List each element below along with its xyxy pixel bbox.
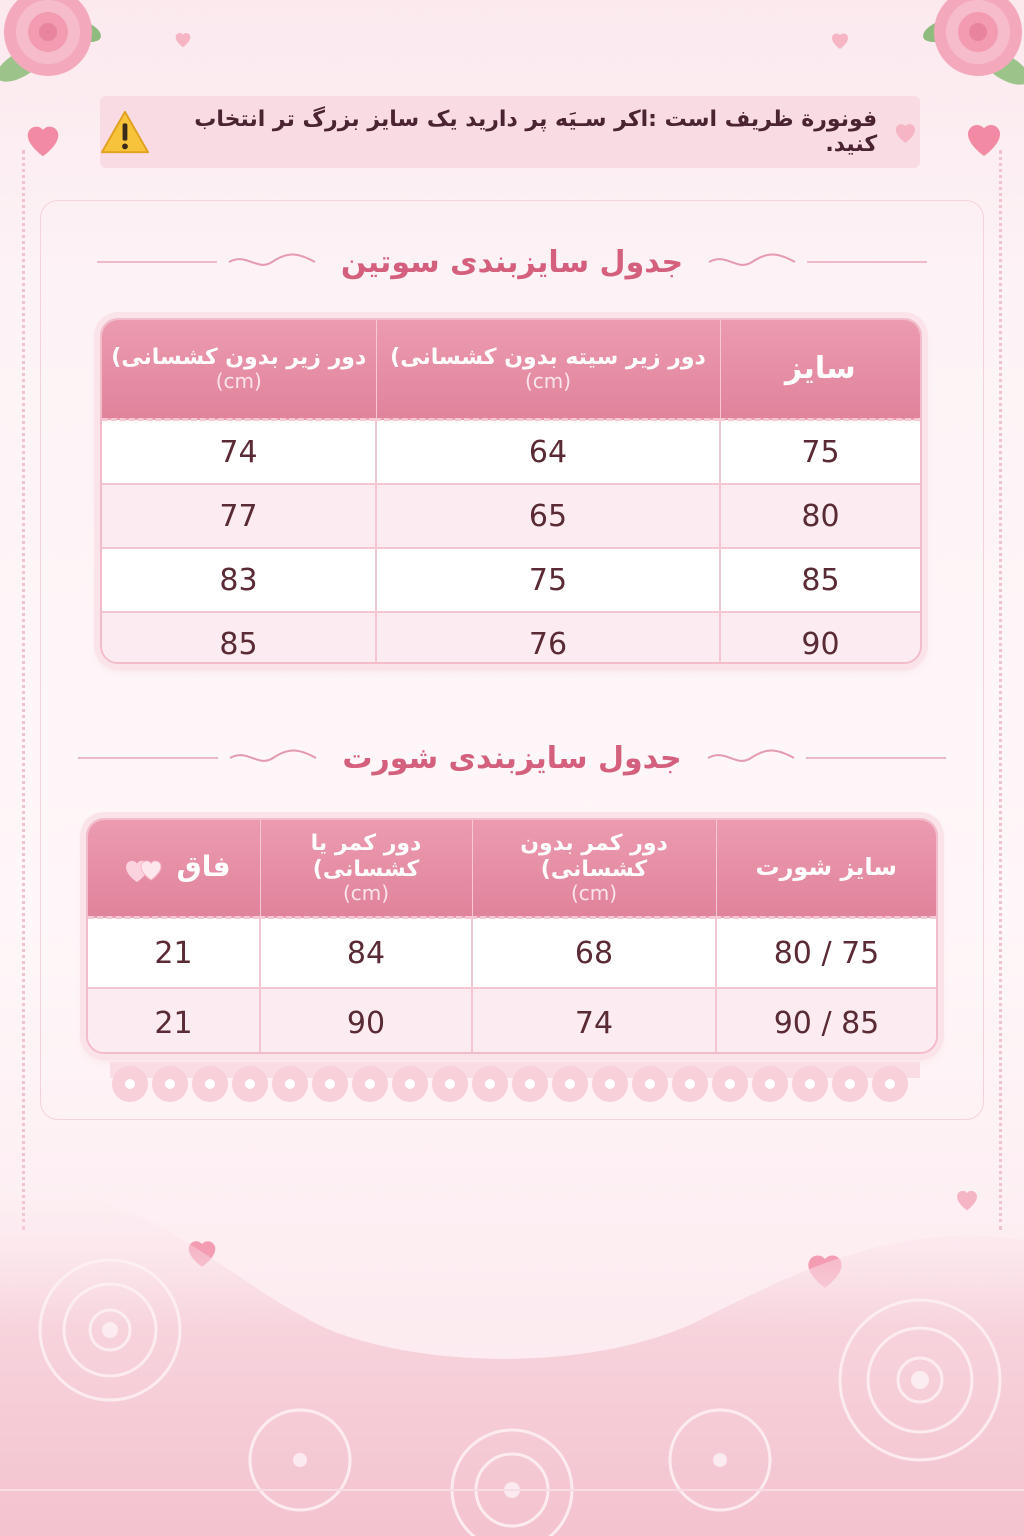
panty-table-title: جدول سایزبندی شورت xyxy=(342,740,682,776)
divider-line xyxy=(807,261,927,263)
cell-size: 80 xyxy=(720,484,920,548)
lace-decoration xyxy=(110,1062,920,1114)
header-label: دور کمر یا کشسانی) xyxy=(310,831,422,882)
notice-text: فونورة ظريف است :اکر سـیَه پر دارید یک سایز بزرگ تر انتخاب کنید. xyxy=(194,107,878,157)
cell-value: 75 xyxy=(376,548,720,612)
cell-value: 84 xyxy=(260,918,472,989)
cell-value: 77 xyxy=(102,484,376,548)
heart-icon xyxy=(828,28,852,52)
heart-icon xyxy=(891,117,920,147)
cell-value: 90 xyxy=(260,988,472,1054)
divider-line xyxy=(78,757,218,759)
cell-value: 68 xyxy=(472,918,716,989)
header-size: سایز xyxy=(720,320,920,420)
heart-icon xyxy=(172,28,194,50)
table-row xyxy=(102,420,920,485)
header-waist-no-stretch xyxy=(472,820,716,918)
cell-value: 21 xyxy=(88,918,260,989)
header-label: دور کمر بدون کشسانی) xyxy=(520,831,668,882)
header-unit: (cm) xyxy=(524,369,572,394)
cell-value: 64 xyxy=(376,420,720,485)
lace-decoration xyxy=(0,1160,1024,1536)
header-label: دور زیر سیته بدون کشسانی) xyxy=(390,344,706,370)
cell-value: 74 xyxy=(102,420,376,485)
swirl-ornament xyxy=(228,746,318,770)
divider-line xyxy=(806,757,946,759)
bra-size-table xyxy=(100,318,922,664)
header-unit: (cm) xyxy=(342,880,390,905)
cell-value: 85 xyxy=(102,612,376,664)
divider-line xyxy=(97,261,217,263)
cell-size: 85 xyxy=(720,548,920,612)
swirl-ornament xyxy=(227,250,317,274)
rose-icon xyxy=(0,0,110,100)
header-label: دور زیر بدون کشسانی) xyxy=(111,344,367,370)
header-unit: (cm) xyxy=(570,880,618,905)
hearts-icon xyxy=(123,850,167,886)
header-waist-stretch xyxy=(260,820,472,918)
bra-table-title: جدول سایزبندی سوتین xyxy=(340,244,684,280)
panty-section-title xyxy=(0,728,1024,788)
panty-size-table xyxy=(86,818,938,1054)
cell-value: 65 xyxy=(376,484,720,548)
swirl-ornament xyxy=(706,746,796,770)
cell-value: 21 xyxy=(88,988,260,1054)
header-rise xyxy=(88,820,260,918)
cell-size: 75 / 80 xyxy=(716,918,936,989)
header-label: فاق xyxy=(176,850,231,883)
cell-size: 75 xyxy=(720,420,920,485)
cell-value: 76 xyxy=(376,612,720,664)
table-row xyxy=(88,918,936,989)
cell-size: 85 / 90 xyxy=(716,988,936,1054)
cell-value: 74 xyxy=(472,988,716,1054)
table-header-row xyxy=(102,320,920,420)
warning-icon xyxy=(100,108,150,156)
table-row xyxy=(102,548,920,612)
header-under-no-stretch xyxy=(102,320,376,420)
size-notice xyxy=(100,96,920,168)
table-header-row xyxy=(88,820,936,918)
table-row xyxy=(88,988,936,1054)
cell-value: 83 xyxy=(102,548,376,612)
heart-icon xyxy=(960,114,1008,162)
header-panty-size: سایز شورت xyxy=(716,820,936,918)
rose-icon xyxy=(914,0,1024,100)
heart-icon xyxy=(20,116,66,162)
cell-size: 90 xyxy=(720,612,920,664)
table-row xyxy=(102,612,920,664)
header-unit: (cm) xyxy=(215,369,262,394)
table-row xyxy=(102,484,920,548)
bra-section-title xyxy=(0,232,1024,292)
swirl-ornament xyxy=(707,250,797,274)
header-underbust-no-stretch xyxy=(376,320,720,420)
